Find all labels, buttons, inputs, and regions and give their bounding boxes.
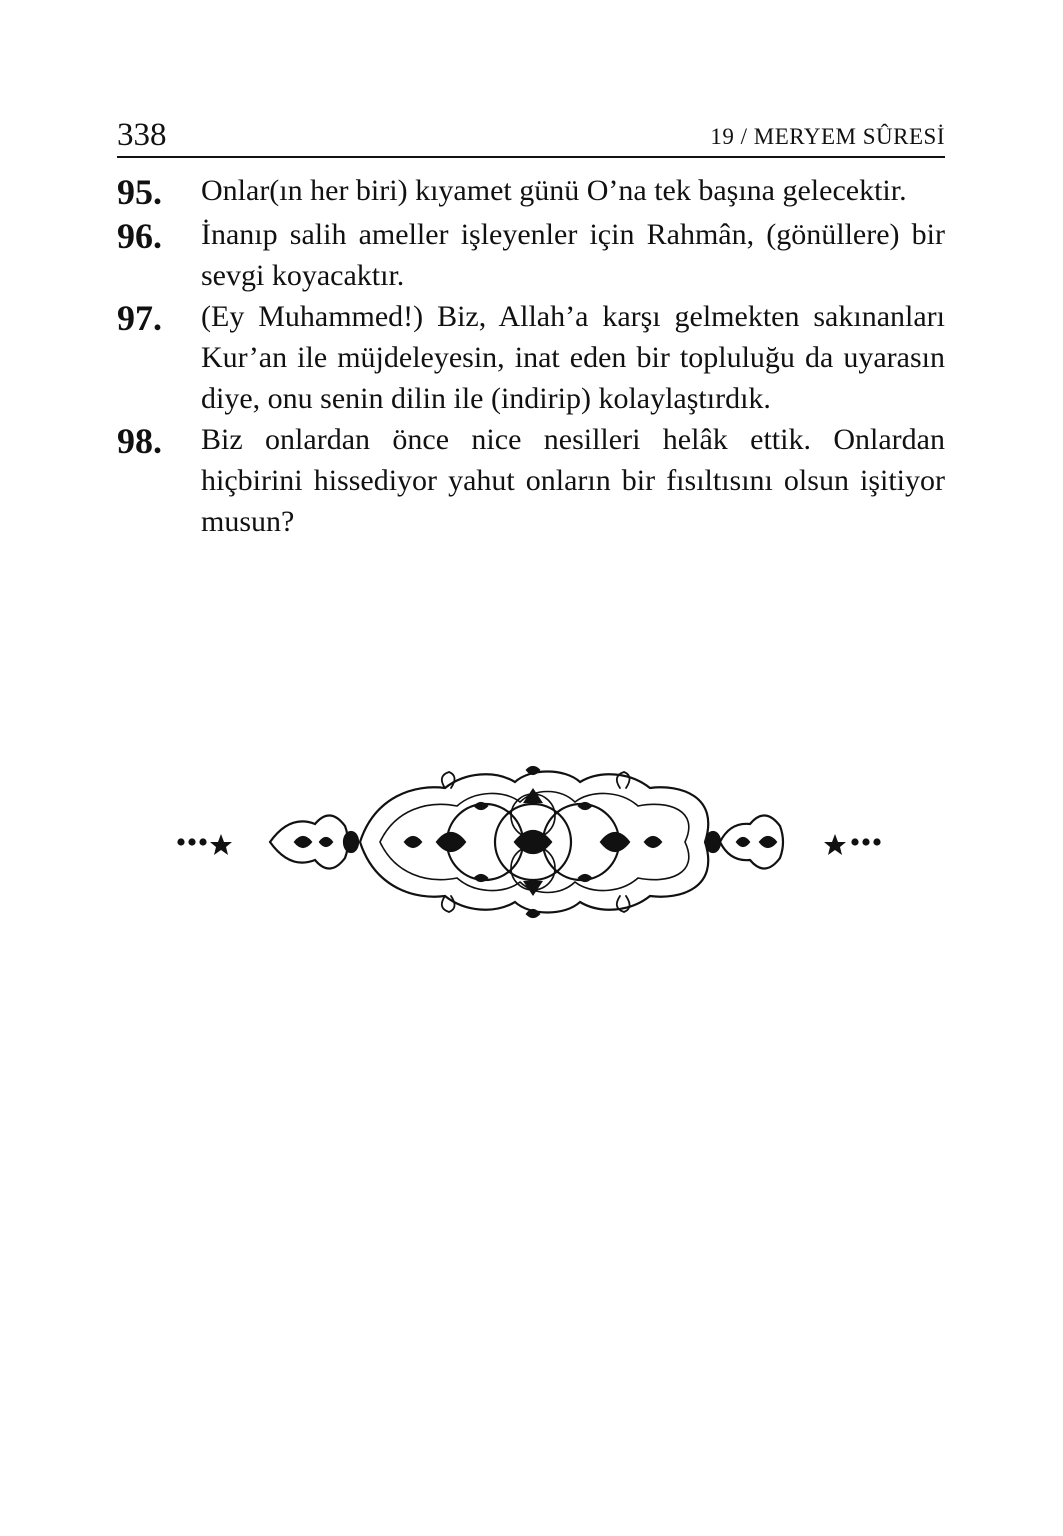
- floral-ornament-icon: [175, 766, 885, 946]
- verse-text: (Ey Muhammed!) Biz, Allah’a karşı gelmekten sakınanları Kur’an ile müjdeleyesin, inat eden bir topluluğu da uyarasın diye, onu senin dilin ile (indirip) kolaylaştırdık.: [201, 300, 945, 415]
- verse-98: [117, 419, 945, 542]
- verse-text: İnanıp salih ameller işleyenler için Rahmân, (gönüllere) bir sevgi koyacaktır.: [201, 218, 945, 292]
- verse-95: [117, 170, 945, 214]
- verse-96: [117, 214, 945, 296]
- verse-list: [117, 170, 945, 542]
- verse-number: 98.: [117, 421, 162, 461]
- verse-number: 95.: [117, 172, 162, 212]
- page-number: 338: [117, 117, 167, 153]
- verse-text: Biz onlardan önce nice nesilleri helâk ettik. Onlardan hiçbirini hissediyor yahut onların bir fısıltısını olsun işitiyor musun?: [201, 423, 945, 538]
- page-header: [117, 116, 945, 158]
- verse-number: 97.: [117, 298, 162, 338]
- verse-number: 96.: [117, 216, 162, 256]
- running-title: 19 / MERYEM SÛRESİ: [710, 124, 945, 149]
- verse-text: Onlar(ın her biri) kıyamet günü O’na tek başına gelecektir.: [201, 174, 907, 207]
- verse-97: [117, 296, 945, 419]
